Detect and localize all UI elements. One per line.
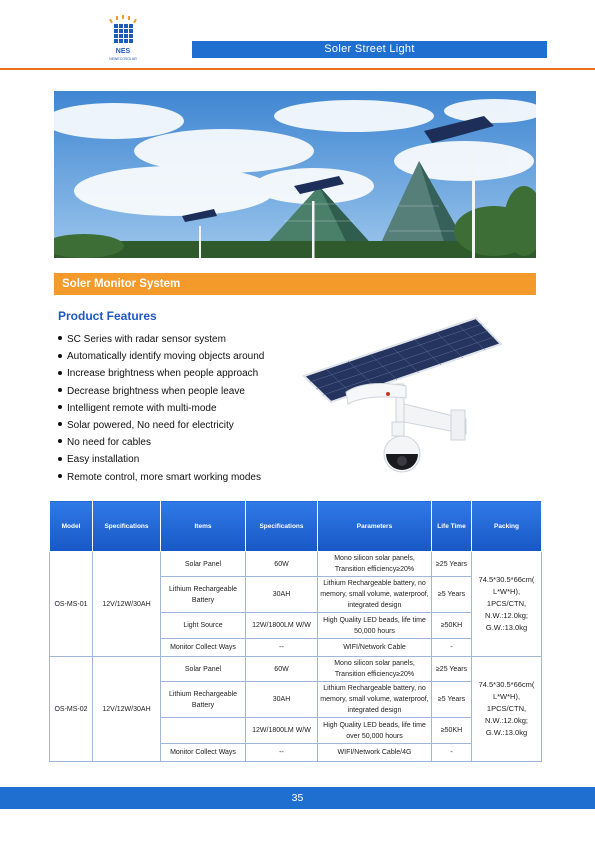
page-footer	[0, 787, 595, 809]
life-cell: ≥25 Years	[432, 657, 472, 682]
spec-table	[49, 500, 542, 762]
life-cell: ≥5 Years	[432, 577, 472, 613]
bullet-icon	[58, 422, 62, 426]
item-spec-cell: 60W	[246, 657, 318, 682]
item-spec-cell: 12W/1800LM W/W	[246, 613, 318, 639]
feature-item: Easy installation	[58, 451, 264, 468]
hero-image	[54, 91, 536, 258]
item-cell: Lithium Rechargeable Battery	[161, 577, 246, 613]
item-cell: Monitor Collect Ways	[161, 639, 246, 657]
packing-cell: 74.5*30.5*66cm( L*W*H), 1PCS/CTN, N.W.:12.0kg; G.W.:13.0kg	[472, 657, 542, 762]
param-cell: Mono silicon solar panels, Transition efficiency≥20%	[318, 657, 432, 682]
bullet-icon	[58, 336, 62, 340]
bullet-icon	[58, 388, 62, 392]
feature-item: Increase brightness when people approach	[58, 365, 264, 382]
bullet-icon	[58, 474, 62, 478]
header-parameters: Parameters	[318, 501, 432, 552]
item-cell	[161, 718, 246, 744]
table-row	[50, 552, 542, 577]
item-spec-cell: --	[246, 744, 318, 762]
feature-item: SC Series with radar sensor system	[58, 331, 264, 348]
company-logo	[104, 15, 142, 63]
life-cell: ≥25 Years	[432, 552, 472, 577]
page-title: Soler Street Light	[324, 43, 415, 55]
param-cell: WIFI/Network Cable	[318, 639, 432, 657]
bullet-icon	[58, 354, 62, 358]
model-cell: OS-MS-01	[50, 552, 93, 657]
feature-item: Intelligent remote with multi-mode	[58, 400, 264, 417]
life-cell: -	[432, 639, 472, 657]
bullet-icon	[58, 405, 62, 409]
param-cell: WIFI/Network Cable/4G	[318, 744, 432, 762]
param-cell: High Quality LED beads, life time over 50,000 hours	[318, 718, 432, 744]
product-image	[296, 314, 506, 480]
feature-item: Decrease brightness when people leave	[58, 383, 264, 400]
param-cell: Mono silicon solar panels, Transition efficiency≥20%	[318, 552, 432, 577]
section-title: Soler Monitor System	[62, 278, 181, 290]
item-cell: Monitor Collect Ways	[161, 744, 246, 762]
item-spec-cell: --	[246, 639, 318, 657]
table-row	[50, 657, 542, 682]
logo-text: NES	[115, 48, 131, 55]
page-number: 35	[291, 792, 304, 804]
header-packing: Packing	[472, 501, 542, 552]
model-spec-cell: 12V/12W/30AH	[93, 552, 161, 657]
bullet-icon	[58, 439, 62, 443]
bullet-icon	[58, 457, 62, 461]
table-header-row	[50, 501, 542, 552]
param-cell: Lithium Rechargeable battery, no memory, small volume, waterproof, integrated design	[318, 577, 432, 613]
item-cell: Solar Panel	[161, 552, 246, 577]
life-cell: ≥50KH	[432, 718, 472, 744]
feature-item: Automatically identify moving objects around	[58, 348, 264, 365]
feature-item: No need for cables	[58, 434, 264, 451]
item-cell: Lithium Rechargeable Battery	[161, 682, 246, 718]
item-cell: Solar Panel	[161, 657, 246, 682]
item-spec-cell: 60W	[246, 552, 318, 577]
header-items: Items	[161, 501, 246, 552]
item-spec-cell: 12W/1800LM W/W	[246, 718, 318, 744]
header-life-time: Life Time	[432, 501, 472, 552]
life-cell: ≥50KH	[432, 613, 472, 639]
param-cell: High Quality LED beads, life time 50,000 hours	[318, 613, 432, 639]
features-title: Product Features	[58, 309, 157, 323]
item-spec-cell: 30AH	[246, 682, 318, 718]
header-divider	[0, 68, 595, 70]
logo-subtext: NEWECOSOLAR	[109, 57, 137, 61]
feature-item: Remote control, more smart working modes	[58, 469, 264, 486]
model-cell: OS-MS-02	[50, 657, 93, 762]
item-spec-cell: 30AH	[246, 577, 318, 613]
model-spec-cell: 12V/12W/30AH	[93, 657, 161, 762]
header-model: Model	[50, 501, 93, 552]
item-cell: Light Source	[161, 613, 246, 639]
page-title-bar	[192, 41, 547, 58]
feature-item: Solar powered, No need for electricity	[58, 417, 264, 434]
param-cell: Lithium Rechargeable battery, no memory, small volume, waterproof, integrated design	[318, 682, 432, 718]
header-item-specifications: Specifications	[246, 501, 318, 552]
bullet-icon	[58, 371, 62, 375]
features-list	[58, 331, 264, 486]
packing-cell: 74.5*30.5*66cm( L*W*H), 1PCS/CTN, N.W.:12.0kg; G.W.:13.0kg	[472, 552, 542, 657]
life-cell: -	[432, 744, 472, 762]
life-cell: ≥5 Years	[432, 682, 472, 718]
section-header	[54, 273, 536, 295]
header-specifications: Specifications	[93, 501, 161, 552]
